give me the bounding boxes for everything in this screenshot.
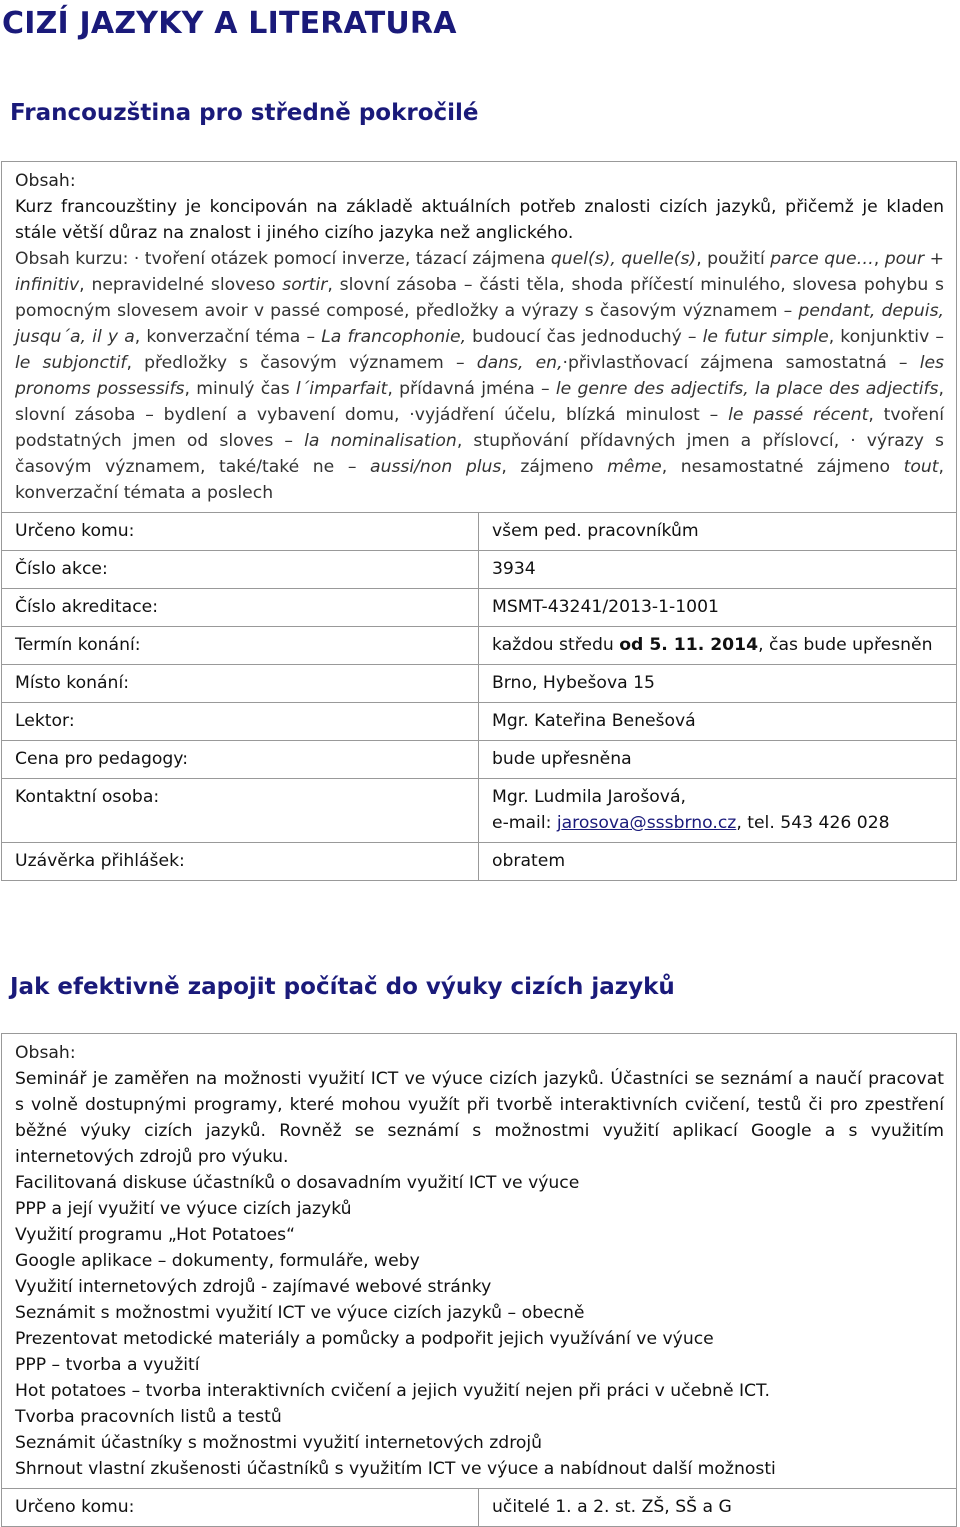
- info-label: Lektor:: [2, 703, 479, 741]
- kurz-text: , zájmeno: [501, 457, 608, 477]
- topic-line: Shrnout vlastní zkušenosti účastníků s využitím ICT ve výuce a nabídnout další možnosti: [15, 1459, 776, 1479]
- topic-line: PPP a její využití ve výuce cizích jazyků: [15, 1199, 352, 1219]
- info-value: obratem: [479, 843, 957, 881]
- course-title-ict: Jak efektivně zapojit počítač do výuky cizích jazyků: [10, 974, 675, 1000]
- kurz-term: quel(s), quelle(s): [550, 249, 697, 269]
- kurz-text: , nesamostatné zájmeno: [661, 457, 904, 477]
- info-row: [2, 627, 957, 665]
- info-label: Cena pro pedagogy:: [2, 741, 479, 779]
- page-title: CIZÍ JAZYKY A LITERATURA: [2, 6, 457, 41]
- info-label: Číslo akreditace:: [2, 589, 479, 627]
- info-label: Termín konání:: [2, 627, 479, 665]
- kurz-text: , nepravidelné sloveso: [79, 275, 283, 295]
- kurz-text: , předložky s časovým významem –: [126, 353, 477, 373]
- info-row: [2, 665, 957, 703]
- obsah-label: Obsah:: [15, 171, 76, 191]
- kurz-text: , konverzační témata a poslech: [15, 457, 944, 503]
- kurz-text: , přídavná jména –: [387, 379, 556, 399]
- termin-date: od 5. 11. 2014: [619, 635, 759, 655]
- kurz-text: ·přivlastňovací zájmena samostatná –: [562, 353, 920, 373]
- kurz-term: pour + infinitiv: [15, 249, 944, 295]
- kurz-text: , konjunktiv –: [828, 327, 944, 347]
- kurz-prefix: Obsah kurzu: · tvoření otázek pomocí inverze, tázací zájmena: [15, 249, 551, 269]
- kurz-term: La francophonie,: [321, 327, 467, 347]
- kurz-text: , konverzační téma –: [134, 327, 322, 347]
- kurz-term: même: [607, 457, 662, 477]
- kurz-term: le futur simple: [702, 327, 829, 347]
- topic-list: [15, 1170, 944, 1482]
- topic-line: Využití programu „Hot Potatoes“: [15, 1225, 296, 1245]
- info-label: Kontaktní osoba:: [2, 779, 479, 843]
- kurz-term: l´imparfait: [295, 379, 388, 399]
- content-cell: [2, 162, 957, 513]
- topic-line: Seznámit účastníky s možnostmi využití internetových zdrojů: [15, 1433, 543, 1453]
- info-value: Mgr. Kateřina Benešová: [479, 703, 957, 741]
- phone: , tel. 543 426 028: [736, 813, 890, 833]
- topic-line: PPP – tvorba a využití: [15, 1355, 200, 1375]
- email-prefix: e-mail:: [492, 813, 557, 833]
- obsah-intro: Seminář je zaměřen na možnosti využití ICT ve výuce cizích jazyků. Účastníci se seznámí a naučí pracovat s volně dostupnými programy, které mohou využít při tvorbě interaktivních cvičení, testů či pro zpestření běžné výuky cizích jazyků. Rovněž se seznámí s možnostmi využití aplikací Google a s využitím internetových zdrojů pro výuku.: [15, 1069, 944, 1167]
- info-label: Uzávěrka přihlášek:: [2, 843, 479, 881]
- course-table-ict: [1, 1033, 957, 1527]
- info-label: Místo konání:: [2, 665, 479, 703]
- topic-line: Facilitovaná diskuse účastníků o dosavadním využití ICT ve výuce: [15, 1173, 580, 1193]
- kurz-term: la nominalisation: [304, 431, 457, 451]
- topic-line: Tvorba pracovních listů a testů: [15, 1407, 282, 1427]
- kurz-term: le genre des adjectifs, la place des adjectifs: [555, 379, 939, 399]
- info-value: [479, 779, 957, 843]
- topic-line: Seznámit s možnostmi využití ICT ve výuce cizích jazyků – obecně: [15, 1303, 585, 1323]
- kurz-text: , minulý čas: [184, 379, 296, 399]
- info-value: bude upřesněna: [479, 741, 957, 779]
- info-label: Číslo akce:: [2, 551, 479, 589]
- kurz-term: le passé récent: [728, 405, 869, 425]
- info-row: [2, 513, 957, 551]
- kurz-term: aussi/non plus: [370, 457, 502, 477]
- info-row: [2, 703, 957, 741]
- info-label: Určeno komu:: [2, 1489, 479, 1527]
- course-table-french: [1, 161, 957, 881]
- course-title-french: Francouzština pro středně pokročilé: [10, 100, 479, 126]
- kurz-text: , slovní zásoba – bydlení a vybavení domu, ·vyjádření účelu, blízká minulost –: [15, 379, 944, 425]
- kurz-term: tout: [903, 457, 939, 477]
- kurz-text: , slovní zásoba – části těla, shoda příčestí minulého, slovesa pohybu s pomocným slovesem avoir v passé composé, předložky a výrazy s časovým významem –: [15, 275, 945, 321]
- info-value: 3934: [479, 551, 957, 589]
- topic-line: Prezentovat metodické materiály a pomůcky a podpořit jejich využívání ve výuce: [15, 1329, 714, 1349]
- kurz-text: , použití: [696, 249, 771, 269]
- content-row: [2, 1034, 957, 1489]
- kurz-text: , tvoření podstatných jmen od sloves –: [15, 405, 945, 451]
- kurz-term: le subjonctif: [15, 353, 127, 373]
- topic-line: Google aplikace – dokumenty, formuláře, weby: [15, 1251, 420, 1271]
- info-row: [2, 843, 957, 881]
- info-label: Určeno komu:: [2, 513, 479, 551]
- kurz-text: , stupňování přídavných jmen a příslovcí, · výrazy s časovým významem, také/také ne –: [15, 431, 944, 477]
- kurz-term: les pronoms possessifs: [15, 353, 944, 399]
- info-row: [2, 551, 957, 589]
- info-value: MSMT-43241/2013-1-1001: [479, 589, 957, 627]
- termin-c: , čas bude upřesněn: [758, 635, 933, 655]
- kurz-term: dans, en,: [476, 353, 563, 373]
- kurz-text: budoucí čas jednoduchý –: [466, 327, 703, 347]
- kurz-term: sortir: [282, 275, 328, 295]
- info-row: [2, 589, 957, 627]
- topic-line: Využití internetových zdrojů - zajímavé webové stránky: [15, 1277, 492, 1297]
- email-link[interactable]: jarosova@sssbrno.cz: [556, 813, 737, 833]
- contact-name: Mgr. Ludmila Jarošová,: [492, 787, 686, 807]
- kurz-term: parce que…: [770, 249, 874, 269]
- info-value: všem ped. pracovníkům: [479, 513, 957, 551]
- termin-a: každou středu: [492, 635, 620, 655]
- content-cell: [2, 1034, 957, 1489]
- obsah-label: Obsah:: [15, 1043, 76, 1063]
- kurz-term: pendant, depuis, jusqu´a, il y a: [15, 301, 944, 347]
- obsah-text: Kurz francouzštiny je koncipován na základě aktuálních potřeb znalosti cizích jazyků, přičemž je kladen stále větší důraz na znalost i jiného cizího jazyka než anglického.: [15, 197, 944, 243]
- info-value: [479, 627, 957, 665]
- info-row: [2, 741, 957, 779]
- content-row: [2, 162, 957, 513]
- info-value: Brno, Hybešova 15: [479, 665, 957, 703]
- info-value: učitelé 1. a 2. st. ZŠ, SŠ a G: [479, 1489, 957, 1527]
- info-row: [2, 1489, 957, 1527]
- kurz-content: [15, 246, 944, 506]
- kurz-text: ,: [873, 249, 885, 269]
- topic-line: Hot potatoes – tvorba interaktivních cvičení a jejich využití nejen při práci v učebně ICT.: [15, 1381, 770, 1401]
- info-row: [2, 779, 957, 843]
